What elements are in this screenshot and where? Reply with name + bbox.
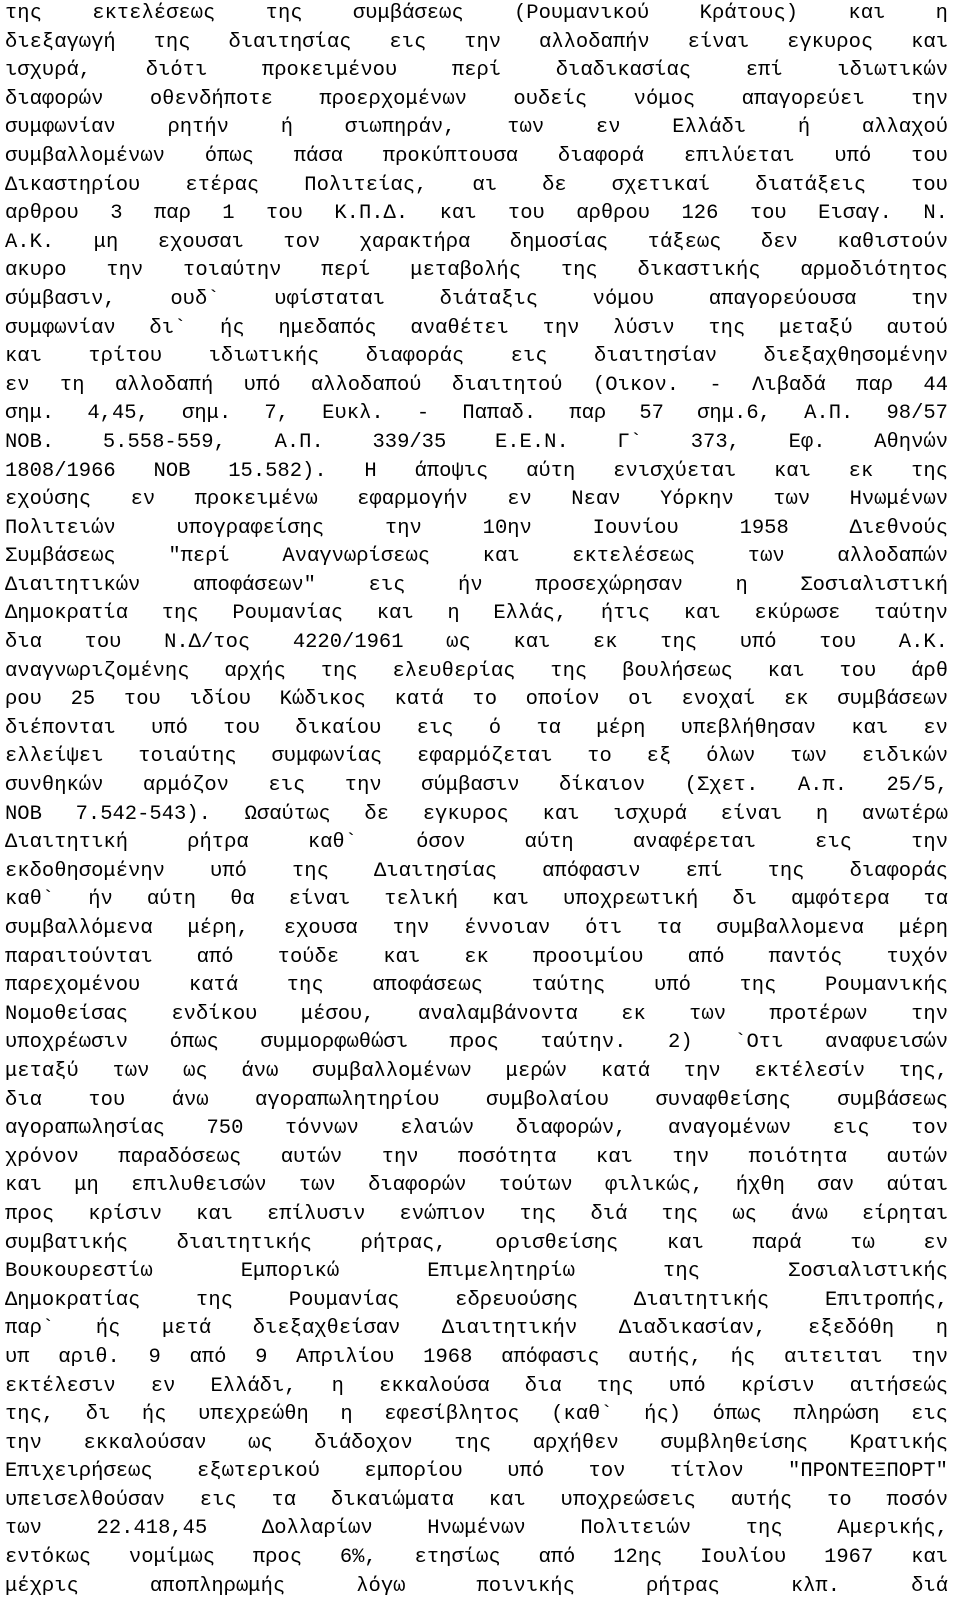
text-line: ελλείψει τοιαύτης συμφωνίας εφαρμόζεται το εξ όλων των ειδικών <box>5 745 948 769</box>
text-line: Νομοθείσας ενδίκου μέσου, αναλαμβάνοντα εκ των προτέρων την <box>5 1002 948 1026</box>
text-line: υπ αριθ. 9 από 9 Απριλίου 1968 απόφασις αυτής, ής αιτειται την <box>5 1345 948 1369</box>
text-line: δια του άνω αγοραπωλητηρίου συμβολαίου συναφθείσης συμβάσεως <box>5 1088 948 1112</box>
text-line: διέπονται υπό του δικαίου εις ό τα μέρη υπεβλήθησαν και εν <box>5 716 948 740</box>
text-line: ρου 25 του ιδίου Κώδικος κατά το οποίον οι ενοχαί εκ συμβάσεων <box>5 688 948 712</box>
text-line: Δημοκρατία της Ρουμανίας και η Ελλάς, ήτις και εκύρωσε ταύτην <box>5 602 948 626</box>
text-line: συνθηκών αρμόζον εις την σύμβασιν δίκαιον (Σχετ. Α.π. 25/5, <box>5 774 948 798</box>
text-line: εν τη αλλοδαπή υπό αλλοδαπού διαιτητού (Οικον. - Λιβαδά παρ 44 <box>5 373 948 397</box>
text-line: παρ` ής μετά διεξαχθείσαν Διαιτητικήν Διαδικασίαν, εξεδόθη η <box>5 1317 948 1341</box>
text-line: χρόνον παραδόσεως αυτών την ποσότητα και την ποιότητα αυτών <box>5 1145 948 1169</box>
text-line: υποχρέωσιν όπως συμμορφωθώσι προς ταύτην. 2) `Οτι αναφυεισών <box>5 1031 948 1055</box>
text-line: ΝΟΒ. 5.558-559, Α.Π. 339/35 Ε.Ε.Ν. Γ` 373, Εφ. Αθηνών <box>5 430 948 454</box>
text-line: συμφωνίαν δι` ής ημεδαπός αναθέτει την λύσιν της μεταξύ αυτού <box>5 316 948 340</box>
text-line: εκτέλεσιν εν Ελλάδι, η εκκαλούσα δια της υπό κρίσιν αιτήσεώς <box>5 1374 948 1398</box>
text-line: σύμβασιν, ουδ` υφίσταται διάταξις νόμου απαγορεύουσα την <box>5 287 948 311</box>
text-line: Επιχειρήσεως εξωτερικού εμπορίου υπό τον τίτλον "ΠΡΟΝΤΕΞΠΟΡΤ" <box>5 1460 948 1484</box>
text-line: αρθρου 3 παρ 1 του Κ.Π.Δ. και του αρθρου 126 του Εισαγ. Ν. <box>5 202 948 226</box>
text-line: ΝΟΒ 7.542-543). Ωσαύτως δε εγκυρος και ισχυρά είναι η ανωτέρω <box>5 802 948 826</box>
text-line: σημ. 4,45, σημ. 7, Ευκλ. - Παπαδ. παρ 57 σημ.6, Α.Π. 98/57 <box>5 402 948 426</box>
text-line: αγοραπωλησίας 750 τόννων ελαιών διαφορών, αναγομένων εις τον <box>5 1117 948 1141</box>
text-line: την εκκαλούσαν ως διάδοχον της αρχήθεν συμβληθείσης Κρατικής <box>5 1431 948 1455</box>
text-line: παρεχομένου κατά της αποφάσεως ταύτης υπό της Ρουμανικής <box>5 974 948 998</box>
text-line: Διαιτητικών αποφάσεων" εις ήν προσεχώρησαν η Σοσιαλιστική <box>5 573 948 597</box>
text-line: υπεισελθούσαν εις τα δικαιώματα και υποχρεώσεις αυτής το ποσόν <box>5 1488 948 1512</box>
text-line: διαφορών οθενδήποτε προερχομένων ουδείς νόμος απαγορεύει την <box>5 87 948 111</box>
text-line: εκδοθησομένην υπό της Διαιτησίας απόφασιν επί της διαφοράς <box>5 859 948 883</box>
text-line: προς κρίσιν και επίλυσιν ενώπιον της διά της ως άνω είρηται <box>5 1202 948 1226</box>
text-line: εχούσης εν προκειμένω εφαρμογήν εν Νεαν Υόρκην των Ηνωμένων <box>5 488 948 512</box>
text-line: συμβατικής διαιτητικής ρήτρας, ορισθείσης και παρά τω εν <box>5 1231 948 1255</box>
text-line: των 22.418,45 Δολλαρίων Ηνωμένων Πολιτειών της Αμερικής, <box>5 1517 948 1541</box>
text-line: Συμβάσεως "περί Αναγνωρίσεως και εκτελέσεως των αλλοδαπών <box>5 545 948 569</box>
text-line: μεταξύ των ως άνω συμβαλλομένων μερών κατά την εκτέλεσίν της, <box>5 1059 948 1083</box>
text-line: Δικαστηρίου ετέρας Πολιτείας, αι δε σχετικαί διατάξεις του <box>5 173 948 197</box>
text-line: συμβαλλομένων όπως πάσα προκύπτουσα διαφορά επιλύεται υπό του <box>5 144 948 168</box>
text-line: δια του Ν.Δ/τος 4220/1961 ως και εκ της υπό του Α.Κ. <box>5 631 948 655</box>
text-line: αναγνωριζομένης αρχής της ελευθερίας της βουλήσεως και του άρθ <box>5 659 948 683</box>
text-line: καθ` ήν αύτη θα είναι τελική και υποχρεωτική δι αμφότερα τα <box>5 888 948 912</box>
text-line: διεξαγωγή της διαιτησίας εις την αλλοδαπήν είναι εγκυρος και <box>5 30 948 54</box>
text-line: 1808/1966 ΝΟΒ 15.582). Η άποψις αύτη ενισχύεται και εκ της <box>5 459 948 483</box>
text-line: Βουκουρεστίω Εμπορικώ Επιμελητηρίω της Σοσιαλιστικής <box>5 1260 948 1284</box>
text-line: και μη επιλυθεισών των διαφορών τούτων φιλικώς, ήχθη σαν αύται <box>5 1174 948 1198</box>
text-line: ισχυρά, διότι προκειμένου περί διαδικασίας επί ιδιωτικών <box>5 59 948 83</box>
text-line: εντόκως νομίμως προς 6%, ετησίως από 12ης Ιουλίου 1967 και <box>5 1546 948 1570</box>
text-line: και τρίτου ιδιωτικής διαφοράς εις διαιτησίαν διεξαχθησομένην <box>5 345 948 369</box>
text-line: Α.Κ. μη εχουσαι τον χαρακτήρα δημοσίας τάξεως δεν καθιστούν <box>5 230 948 254</box>
text-line: Δημοκρατίας της Ρουμανίας εδρευούσης Διαιτητικής Επιτροπής, <box>5 1288 948 1312</box>
text-line: συμφωνίαν ρητήν ή σιωπηράν, των εν Ελλάδι ή αλλαχού <box>5 116 948 140</box>
text-line: ακυρο την τοιαύτην περί μεταβολής της δικαστικής αρμοδιότητος <box>5 259 948 283</box>
text-line: Πολιτειών υπογραφείσης την 10ην Ιουνίου 1958 Διεθνούς <box>5 516 948 540</box>
text-line: μέχρις αποπληρωμής λόγω ποινικής ρήτρας κλπ. διά <box>5 1574 948 1598</box>
text-line: Διαιτητική ρήτρα καθ` όσον αύτη αναφέρεται εις την <box>5 831 948 855</box>
text-line: της, δι ής υπεχρεώθη η εφεσίβλητος (καθ` ής) όπως πληρώση εις <box>5 1403 948 1427</box>
text-line: της εκτελέσεως της συμβάσεως (Ρουμανικού Κράτους) και η <box>5 2 948 25</box>
text-line: συμβαλλόμενα μέρη, εχουσα την έννοιαν ότι τα συμβαλλομενα μέρη <box>5 917 948 940</box>
text-line: παραιτούνται από τούδε και εκ προοιμίου από παντός τυχόν <box>5 945 948 969</box>
